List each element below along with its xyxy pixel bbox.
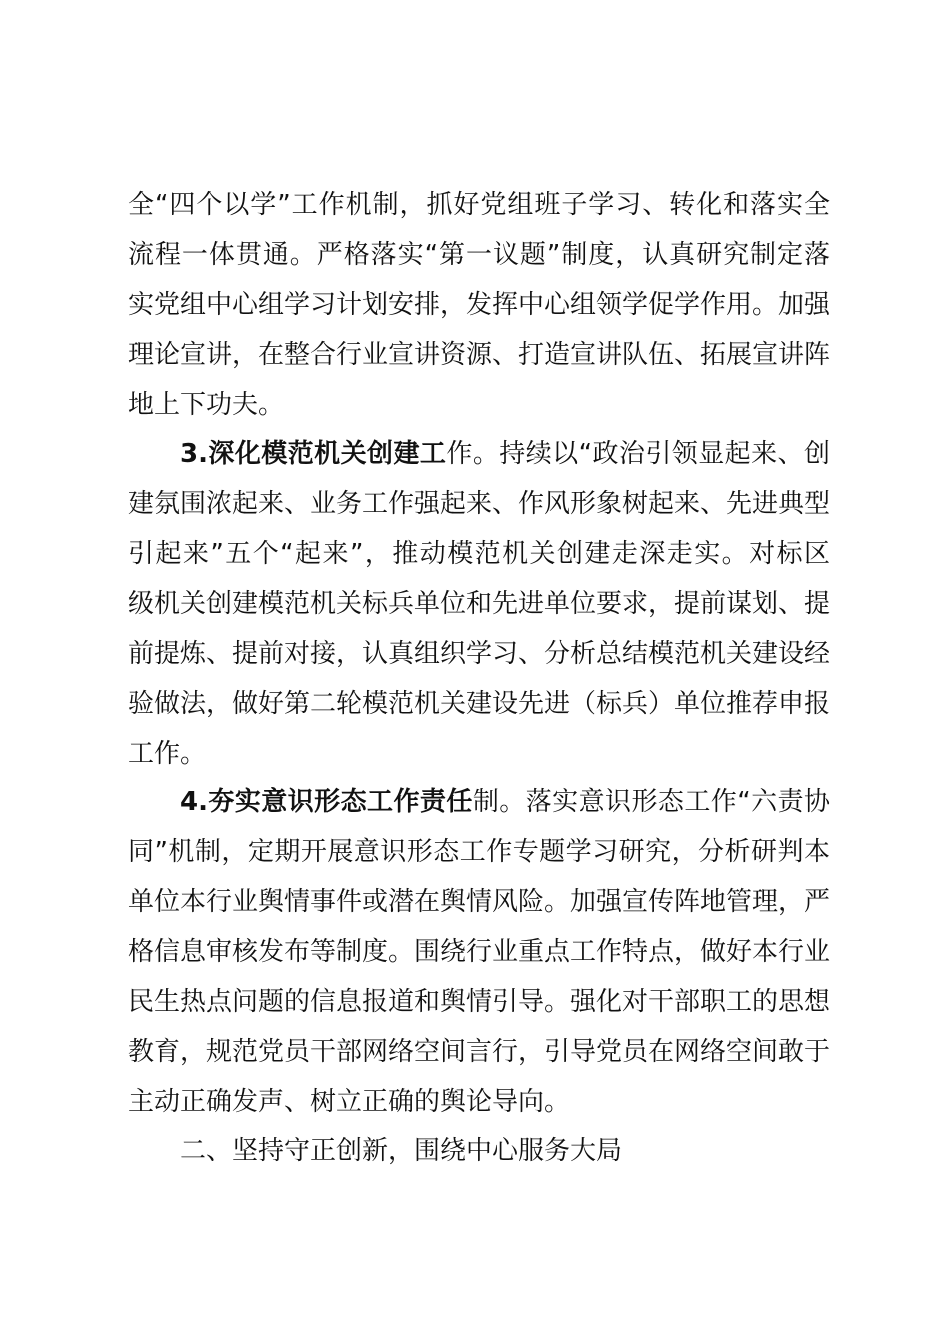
item-3-text: 作。持续以“政治引领显起来、创	[446, 439, 830, 469]
text-line: 验做法，做好第二轮模范机关建设先进（标兵）单位推荐申报	[128, 689, 831, 719]
item-3-heading: 3.深化模范机关创建工	[180, 439, 447, 469]
text-line: 格信息审核发布等制度。围绕行业重点工作特点，做好本行业	[128, 937, 831, 967]
text-line: 引起来”五个“起来”，推动模范机关创建走深走实。对标区	[128, 539, 830, 569]
text-line: 教育，规范党员干部网络空间言行，引导党员在网络空间敢于	[128, 1037, 831, 1067]
text-line: 全“四个以学”工作机制，抓好党组班子学习、转化和落实全	[128, 190, 830, 220]
text-line: 前提炼、提前对接，认真组织学习、分析总结模范机关建设经	[128, 639, 831, 669]
text-line: 级机关创建模范机关标兵单位和先进单位要求，提前谋划、提	[128, 589, 831, 619]
text-line: 主动正确发声、树立正确的舆论导向。	[128, 1087, 571, 1117]
text-line: 建氛围浓起来、业务工作强起来、作风形象树起来、先进典型	[128, 489, 831, 519]
text-line: 同”机制，定期开展意识形态工作专题学习研究，分析研判本	[128, 837, 830, 867]
paragraph-first-line	[128, 777, 830, 827]
text-line: 民生热点问题的信息报道和舆情引导。强化对干部职工的思想	[128, 987, 831, 1017]
paragraph-mechanism	[128, 180, 830, 430]
text-line: 实党组中心组学习计划安排，发挥中心组领学促学作用。加强	[128, 290, 831, 320]
item-4-text: 制。落实意识形态工作“六责协	[472, 787, 830, 817]
text-line: 理论宣讲，在整合行业宣讲资源、打造宣讲队伍、拓展宣讲阵	[128, 340, 831, 370]
item-4-heading: 4.夯实意识形态工作责任	[180, 787, 473, 817]
paragraph-model-organ	[128, 429, 830, 779]
paragraph-first-line	[128, 429, 830, 479]
text-line: 地上下功夫。	[128, 390, 285, 420]
section-heading: 二、坚持守正创新，围绕中心服务大局	[180, 1136, 623, 1166]
text-line: 工作。	[128, 739, 207, 769]
paragraph-ideology	[128, 777, 830, 1127]
text-line: 流程一体贯通。严格落实“第一议题”制度，认真研究制定落	[128, 240, 830, 270]
text-line: 单位本行业舆情事件或潜在舆情风险。加强宣传阵地管理，严	[128, 887, 831, 917]
